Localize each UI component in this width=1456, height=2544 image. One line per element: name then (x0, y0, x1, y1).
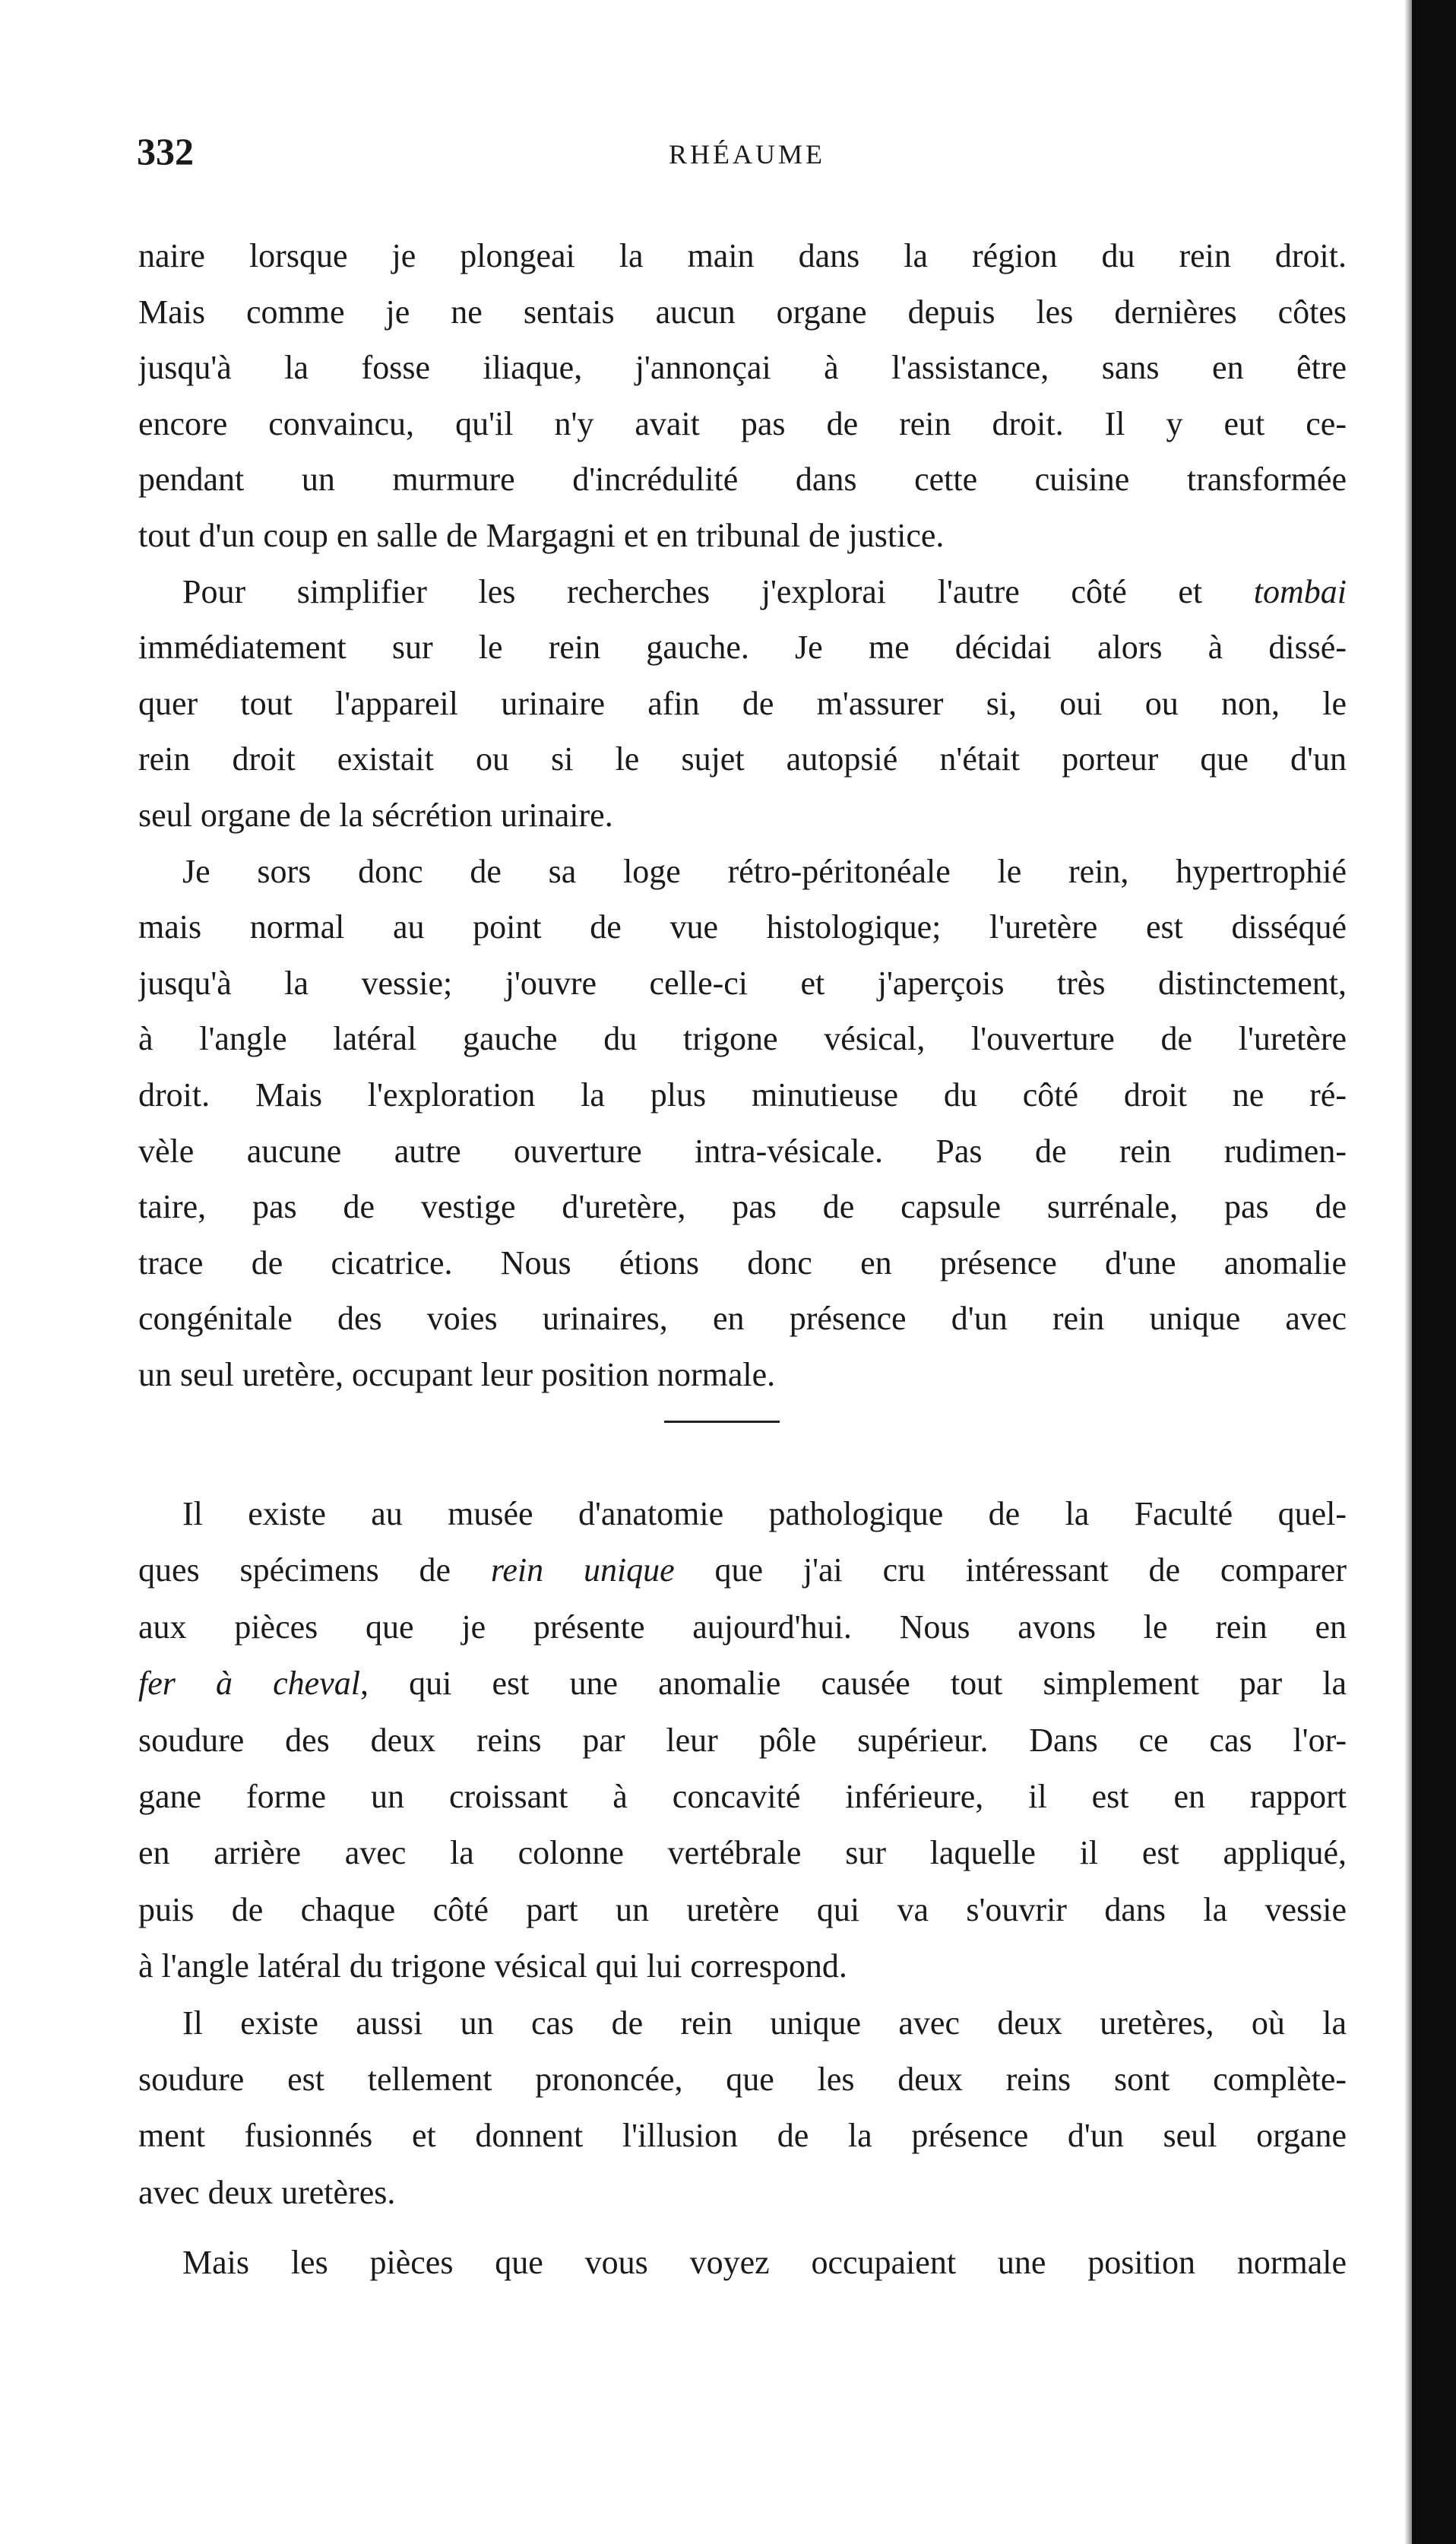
text-line: Mais les pièces que vous voyez occupaient une position normale (182, 2244, 1347, 2282)
text-line: Il existe au musée d'anatomie pathologique de la Faculté quel- (182, 1495, 1347, 1532)
italic-word: tombai (1253, 572, 1347, 610)
text-fragment: Pour simplifier les recherches j'explorai l'autre côté et (182, 572, 1254, 610)
text-fragment: que j'ai cru intéressant de comparer (674, 1551, 1347, 1589)
text-line: jusqu'à la vessie; j'ouvre celle-ci et j'aperçois très distinctement, (138, 964, 1347, 1002)
italic-phrase: rein unique (490, 1551, 675, 1589)
text-fragment: ques spécimens de (138, 1551, 491, 1589)
text-line: mais normal au point de vue histologique; l'uretère est disséqué (138, 908, 1347, 946)
text-line: droit. Mais l'exploration la plus minutieuse du côté droit ne ré- (138, 1076, 1347, 1114)
text-line-with-italic (138, 1542, 1347, 1598)
text-line: quer tout l'appareil urinaire afin de m'assurer si, oui ou non, le (138, 684, 1347, 722)
text-line: Il existe aussi un cas de rein unique avec deux uretères, où la (182, 2004, 1347, 2042)
text-line: avec deux uretères. (138, 2173, 396, 2211)
text-line: soudure des deux reins par leur pôle supérieur. Dans ce cas l'or- (138, 1721, 1347, 1759)
text-line: seul organe de la sécrétion urinaire. (138, 796, 613, 834)
section-divider (664, 1421, 780, 1423)
text-line: taire, pas de vestige d'uretère, pas de capsule surrénale, pas de (138, 1188, 1347, 1226)
page-header (137, 129, 1345, 182)
book-spine (1412, 0, 1456, 2544)
running-head: RHÉAUME (669, 139, 825, 169)
text-fragment: , qui est une anomalie causée tout simplement par la (359, 1665, 1347, 1703)
text-line: tout d'un coup en salle de Margagni et en tribunal de justice. (138, 516, 945, 554)
text-line: en arrière avec la colonne vertébrale sur laquelle il est appliqué, (138, 1834, 1347, 1872)
text-line: vèle aucune autre ouverture intra-vésicale. Pas de rein rudimen- (138, 1132, 1347, 1170)
body-text-section-2 (138, 1486, 1347, 2291)
page-edge-shadow (1404, 0, 1412, 2544)
text-line: soudure est tellement prononcée, que les deux reins sont complète- (138, 2060, 1347, 2098)
text-line: pendant un murmure d'incrédulité dans cette cuisine transformée (138, 461, 1347, 499)
text-line: un seul uretère, occupant leur position normale. (138, 1355, 776, 1393)
text-line: ment fusionnés et donnent l'illusion de la présence d'un seul organe (138, 2117, 1347, 2155)
text-line: aux pièces que je présente aujourd'hui. Nous avons le rein en (138, 1608, 1347, 1646)
text-line: encore convaincu, qu'il n'y avait pas de rein droit. Il y eut ce- (138, 404, 1347, 442)
text-line: gane forme un croissant à concavité inférieure, il est en rapport (138, 1777, 1347, 1815)
body-text-section-1 (138, 228, 1347, 1402)
text-line-with-italic (138, 1655, 1347, 1712)
page-number: 332 (137, 130, 194, 173)
text-line: Mais comme je ne sentais aucun organe depuis les dernières côtes (138, 293, 1347, 331)
text-line: rein droit existait ou si le sujet autopsié n'était porteur que d'un (138, 740, 1347, 778)
text-line: immédiatement sur le rein gauche. Je me décidai alors à dissé- (138, 629, 1347, 667)
text-line: à l'angle latéral du trigone vésical qui lui correspond. (138, 1947, 847, 1985)
text-line-with-italic (138, 564, 1347, 620)
text-line: jusqu'à la fosse iliaque, j'annonçai à l'assistance, sans en être (138, 349, 1347, 387)
text-line: à l'angle latéral gauche du trigone vésical, l'ouverture de l'uretère (138, 1020, 1347, 1058)
text-line: Je sors donc de sa loge rétro-péritonéale le rein, hypertrophié (182, 852, 1347, 890)
text-line: congénitale des voies urinaires, en présence d'un rein unique avec (138, 1300, 1347, 1338)
text-line: naire lorsque je plongeai la main dans la région du rein droit. (138, 237, 1347, 274)
text-line: trace de cicatrice. Nous étions donc en présence d'une anomalie (138, 1243, 1347, 1282)
italic-phrase: fer à cheval (138, 1665, 360, 1703)
text-line: puis de chaque côté part un uretère qui va s'ouvrir dans la vessie (138, 1890, 1347, 1928)
